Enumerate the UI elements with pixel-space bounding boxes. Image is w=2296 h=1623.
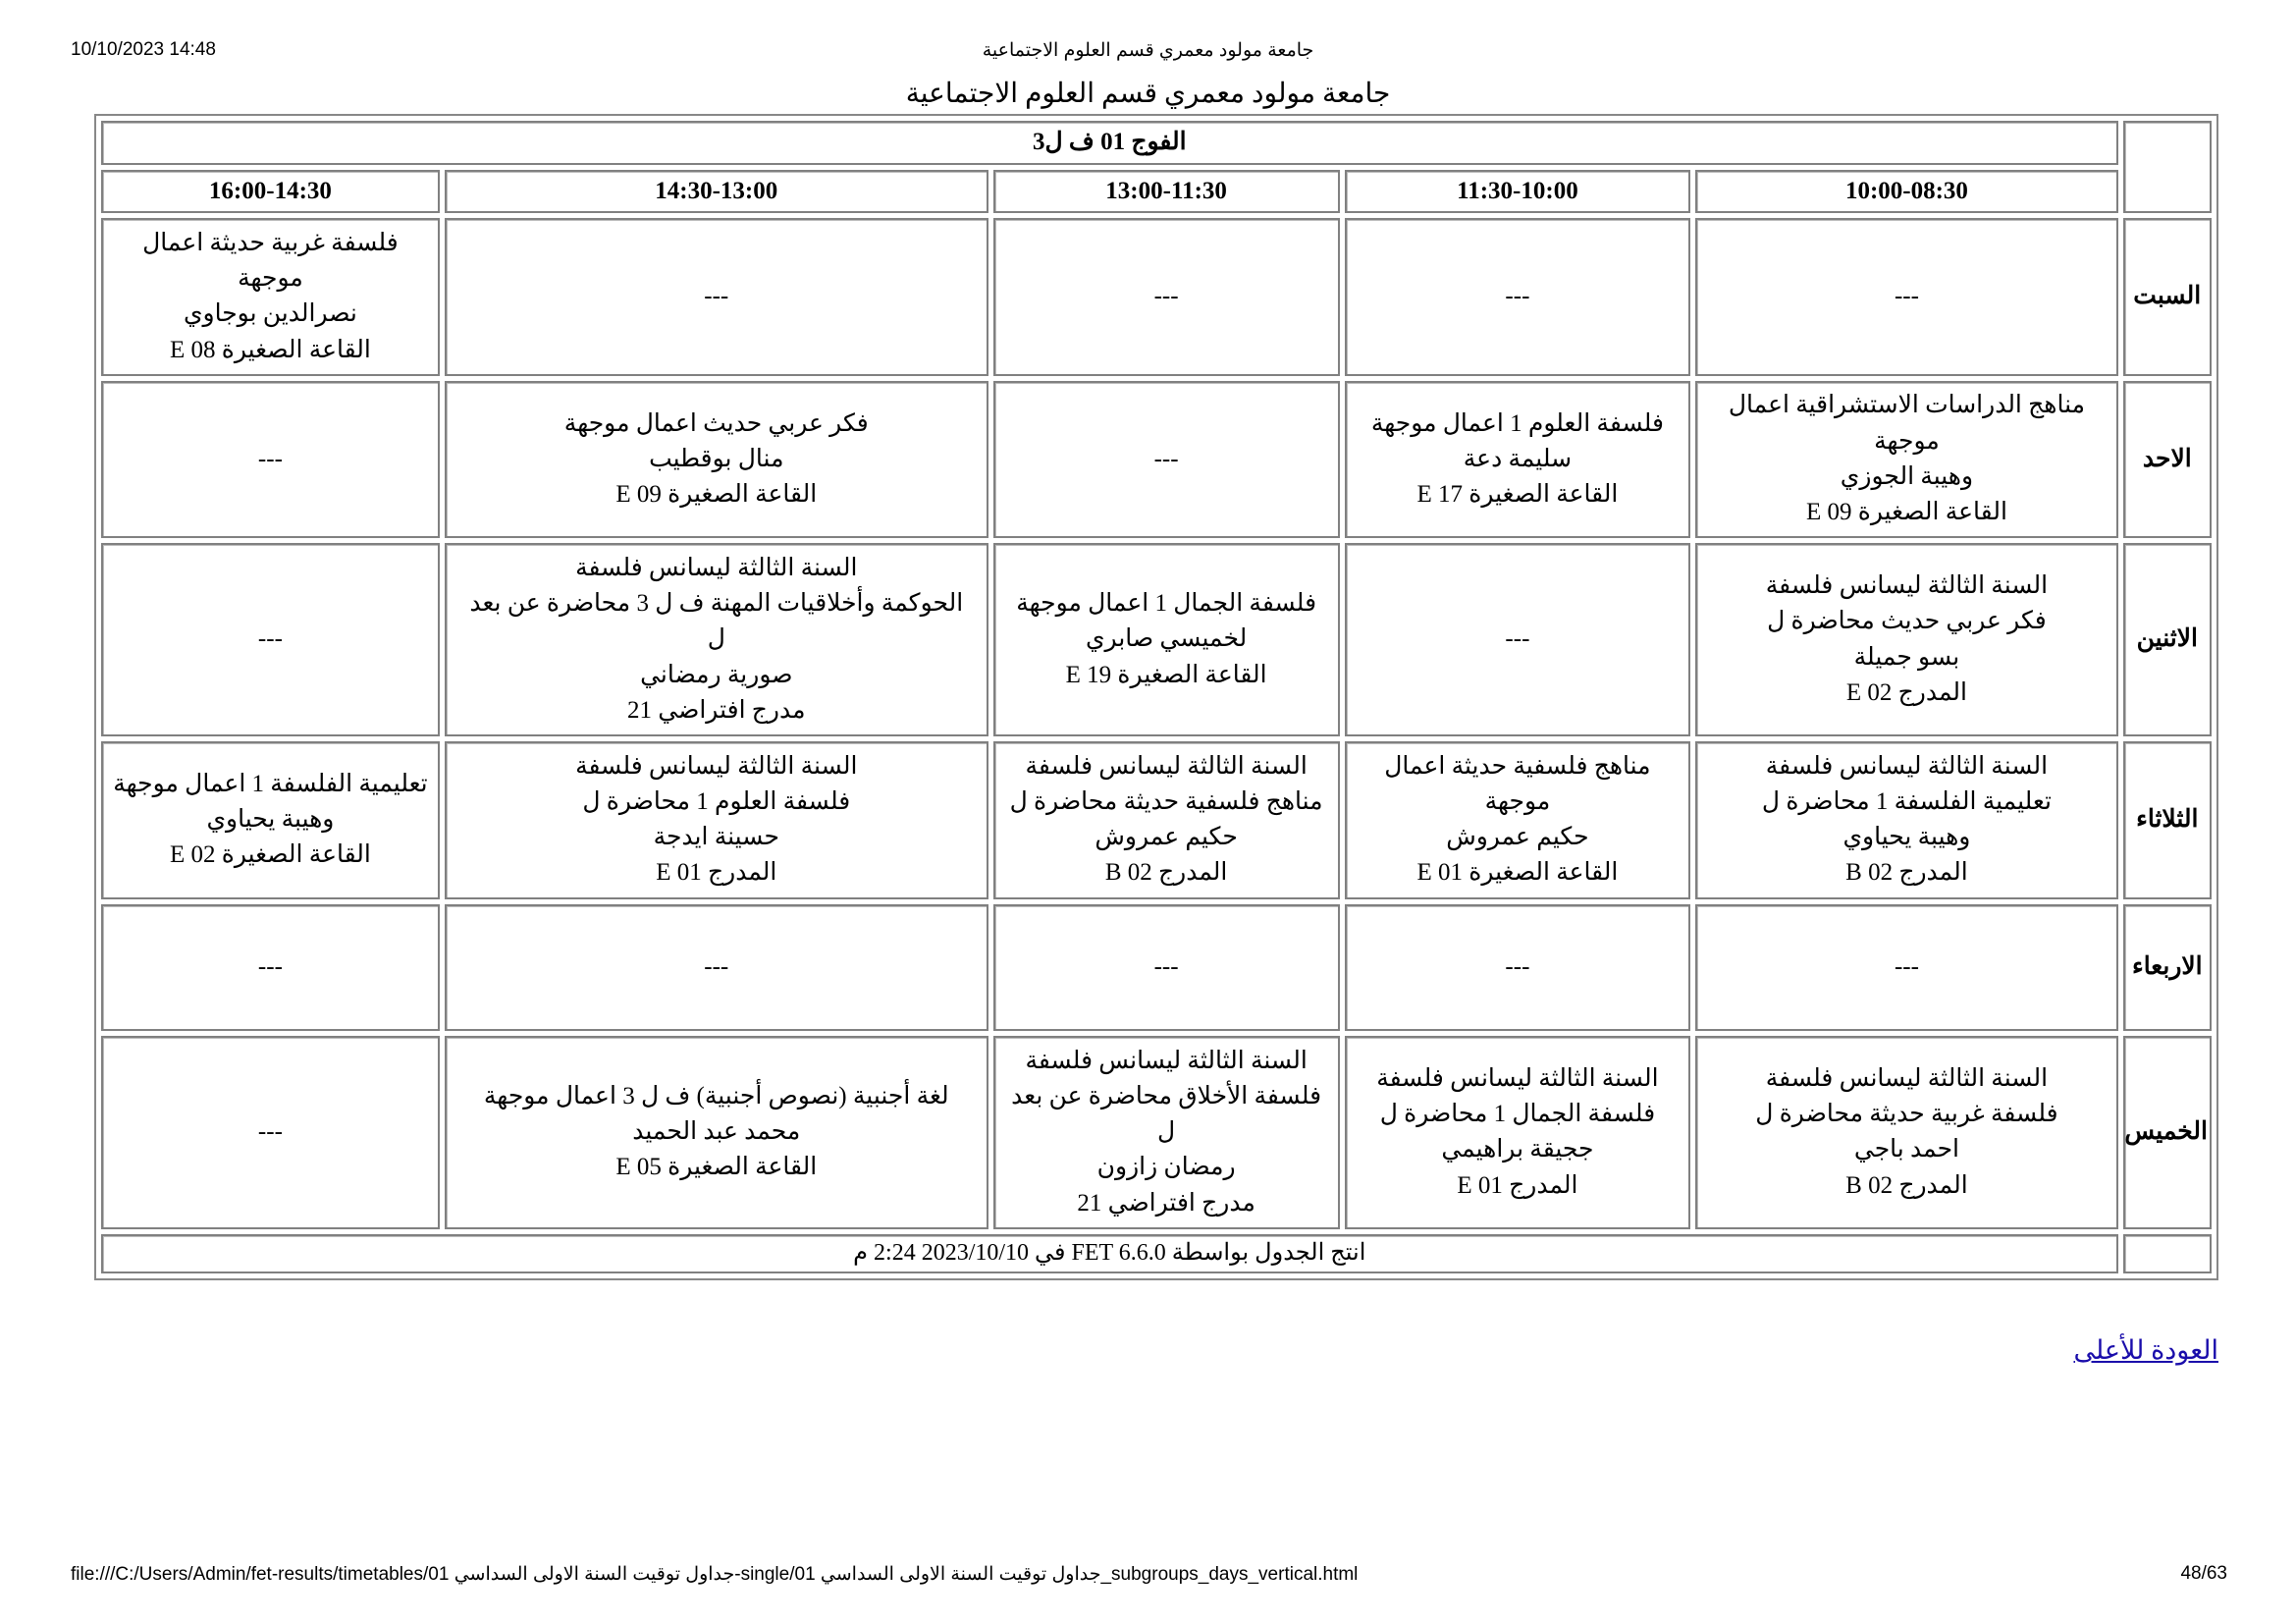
- session-line: حكيم عمروش: [1446, 824, 1589, 851]
- session-line: حكيم عمروش: [1095, 824, 1238, 851]
- session-line: صورية رمضاني: [640, 661, 793, 688]
- day-row: [101, 218, 2212, 376]
- session-line: السنة الثالثة ليسانس فلسفة: [1376, 1064, 1659, 1092]
- session-line: المدرج E 02: [1845, 678, 1967, 706]
- empty-slot-cell: [101, 904, 440, 1031]
- group-title: الفوج 01 ف ل3: [101, 121, 2118, 165]
- session-line: القاعة الصغيرة E 01: [1416, 859, 1619, 887]
- day-row: [101, 381, 2212, 539]
- corner-cell: [2123, 1234, 2212, 1273]
- session-line: القاعة الصغيرة E 09: [615, 481, 818, 508]
- session-line: لغة أجنبية (نصوص أجنبية) ف ل 3 اعمال موجهة: [483, 1082, 949, 1109]
- session-line: المدرج B 02: [1104, 859, 1228, 887]
- session-line: ---: [257, 1118, 283, 1146]
- empty-slot-cell: [993, 381, 1340, 539]
- time-slot-header: 11:30-10:00: [1345, 170, 1691, 214]
- session-line: تعليمية الفلسفة 1 محاضرة ل: [1761, 787, 2052, 815]
- session-line: تعليمية الفلسفة 1 اعمال موجهة: [113, 770, 428, 797]
- session-cell: [445, 381, 988, 539]
- session-line: رمضان زازون: [1096, 1154, 1236, 1181]
- timetable: [96, 116, 2216, 1278]
- day-row: [101, 904, 2212, 1031]
- day-label: الاربعاء: [2123, 904, 2212, 1031]
- session-line: لخميسي صابري: [1085, 625, 1248, 653]
- session-line: السنة الثالثة ليسانس فلسفة: [575, 752, 858, 780]
- session-line: ---: [1894, 953, 1919, 981]
- session-cell: [1695, 381, 2117, 539]
- session-line: ل: [707, 625, 725, 653]
- session-line: ---: [1505, 283, 1530, 310]
- session-line: وهيبة يحياوي: [206, 806, 335, 834]
- session-line: ---: [257, 445, 283, 472]
- session-line: مناهج الدراسات الاستشراقية اعمال: [1728, 392, 2086, 419]
- day-row: [101, 543, 2212, 736]
- session-line: ---: [1505, 953, 1530, 981]
- empty-slot-cell: [993, 218, 1340, 376]
- session-line: القاعة الصغيرة E 02: [169, 841, 371, 869]
- session-cell: [445, 741, 988, 899]
- empty-slot-cell: [1345, 543, 1691, 736]
- day-row: [101, 741, 2212, 899]
- session-line: السنة الثالثة ليسانس فلسفة: [575, 554, 858, 581]
- session-line: فلسفة غربية حديثة محاضرة ل: [1755, 1101, 2058, 1128]
- back-to-top-link[interactable]: العودة للأعلى: [2073, 1335, 2218, 1365]
- session-line: وهيبة الجوزي: [1840, 462, 1974, 490]
- session-line: ججيقة براهيمي: [1441, 1136, 1594, 1163]
- session-line: فلسفة الجمال 1 محاضرة ل: [1379, 1101, 1656, 1128]
- session-line: السنة الثالثة ليسانس فلسفة: [1765, 1064, 2049, 1092]
- session-line: موجهة: [1484, 787, 1551, 815]
- empty-slot-cell: [993, 904, 1340, 1031]
- session-line: فكر عربي حديث محاضرة ل: [1767, 608, 2047, 635]
- session-line: ل: [1157, 1118, 1176, 1146]
- session-line: المدرج E 01: [656, 859, 777, 887]
- empty-slot-cell: [445, 904, 988, 1031]
- print-datetime: 10/10/2023 14:48: [71, 39, 216, 60]
- session-line: ---: [1505, 625, 1530, 653]
- generated-by-note: انتج الجدول بواسطة FET 6.6.0 في 2023/10/10 2:24 م: [101, 1234, 2118, 1273]
- session-cell: [993, 741, 1340, 899]
- empty-slot-cell: [101, 1036, 440, 1229]
- day-label: الثلاثاء: [2123, 741, 2212, 899]
- time-slot-header: 16:00-14:30: [101, 170, 440, 214]
- session-cell: [993, 543, 1340, 736]
- session-line: القاعة الصغيرة E 19: [1065, 661, 1267, 688]
- session-cell: [445, 543, 988, 736]
- session-line: القاعة الصغيرة E 09: [1805, 499, 2007, 526]
- session-line: ---: [257, 625, 283, 653]
- empty-slot-cell: [101, 381, 440, 539]
- session-line: ---: [257, 953, 283, 981]
- session-line: بسو جميلة: [1853, 643, 1960, 671]
- session-line: احمد باجي: [1853, 1136, 1959, 1163]
- page-number: 48/63: [2180, 1563, 2227, 1584]
- time-slot-header: 10:00-08:30: [1695, 170, 2117, 214]
- day-label: الاثنين: [2123, 543, 2212, 736]
- session-line: ---: [704, 283, 729, 310]
- group-title-row: [101, 121, 2212, 165]
- session-line: موجهة: [238, 265, 303, 293]
- empty-slot-cell: [1345, 218, 1691, 376]
- session-line: موجهة: [1874, 427, 1940, 455]
- time-slot-header: 14:30-13:00: [445, 170, 988, 214]
- session-line: ---: [1894, 283, 1919, 310]
- session-cell: [445, 1036, 988, 1229]
- session-line: نصرالدين بوجاوي: [183, 300, 357, 328]
- session-cell: [1695, 1036, 2117, 1229]
- session-line: فلسفة غربية حديثة اعمال: [142, 229, 399, 256]
- print-footer-path: file:///C:/Users/Admin/fet-results/timetables/01 جداول توقيت السنة الاولى السداسي-single/01 جداول توقيت السنة الاولى السداسي_subgroups_days_vertical.html: [71, 1564, 1359, 1585]
- corner-cell: [2123, 121, 2212, 213]
- session-line: السنة الثالثة ليسانس فلسفة: [1765, 572, 2049, 600]
- print-header-title: جامعة مولود معمري قسم العلوم الاجتماعية: [982, 40, 1314, 61]
- session-line: ---: [1153, 953, 1179, 981]
- session-cell: [101, 218, 440, 376]
- session-line: فلسفة العلوم 1 محاضرة ل: [582, 787, 851, 815]
- session-line: مناهج فلسفية حديثة اعمال: [1384, 752, 1651, 780]
- session-line: مناهج فلسفية حديثة محاضرة ل: [1009, 787, 1323, 815]
- day-row: [101, 1036, 2212, 1229]
- empty-slot-cell: [1695, 218, 2117, 376]
- session-line: القاعة الصغيرة E 05: [615, 1154, 818, 1181]
- day-label: الاحد: [2123, 381, 2212, 539]
- day-label: السبت: [2123, 218, 2212, 376]
- session-cell: [101, 741, 440, 899]
- session-cell: [1695, 543, 2117, 736]
- session-line: السنة الثالثة ليسانس فلسفة: [1765, 752, 2049, 780]
- session-line: فلسفة الأخلاق محاضرة عن بعد: [1011, 1082, 1322, 1109]
- session-cell: [993, 1036, 1340, 1229]
- page-title: جامعة مولود معمري قسم العلوم الاجتماعية: [905, 79, 1391, 109]
- session-line: القاعة الصغيرة E 08: [169, 336, 371, 363]
- session-line: فلسفة العلوم 1 اعمال موجهة: [1370, 409, 1664, 437]
- day-label: الخميس: [2123, 1036, 2212, 1229]
- session-cell: [1345, 741, 1691, 899]
- session-line: السنة الثالثة ليسانس فلسفة: [1025, 752, 1308, 780]
- session-cell: [1695, 741, 2117, 899]
- session-line: منال بوقطيب: [649, 445, 784, 472]
- empty-slot-cell: [445, 218, 988, 376]
- session-line: المدرج E 01: [1457, 1171, 1578, 1199]
- session-line: حسينة ايدجة: [653, 824, 779, 851]
- session-line: سليمة دعة: [1463, 445, 1573, 472]
- empty-slot-cell: [101, 543, 440, 736]
- session-line: المدرج B 02: [1845, 859, 1968, 887]
- session-line: ---: [1153, 283, 1179, 310]
- session-line: ---: [704, 953, 729, 981]
- session-cell: [1345, 381, 1691, 539]
- time-slots-row: [101, 170, 2212, 214]
- empty-slot-cell: [1695, 904, 2117, 1031]
- session-line: القاعة الصغيرة E 17: [1416, 481, 1619, 508]
- time-slot-header: 13:00-11:30: [993, 170, 1340, 214]
- generated-note-row: [101, 1234, 2212, 1273]
- session-line: فكر عربي حديث اعمال موجهة: [563, 409, 869, 437]
- session-cell: [1345, 1036, 1691, 1229]
- session-line: الحوكمة وأخلاقيات المهنة ف ل 3 محاضرة عن بعد: [469, 590, 964, 618]
- session-line: فلسفة الجمال 1 اعمال موجهة: [1016, 590, 1317, 618]
- session-line: مدرج افتراضي 21: [627, 696, 806, 724]
- empty-slot-cell: [1345, 904, 1691, 1031]
- session-line: وهيبة يحياوي: [1842, 824, 1971, 851]
- timetable-frame: [94, 114, 2218, 1280]
- session-line: محمد عبد الحميد: [632, 1118, 801, 1146]
- session-line: السنة الثالثة ليسانس فلسفة: [1025, 1047, 1308, 1074]
- session-line: المدرج B 02: [1845, 1171, 1968, 1199]
- session-line: مدرج افتراضي 21: [1077, 1189, 1255, 1217]
- session-line: ---: [1153, 445, 1179, 472]
